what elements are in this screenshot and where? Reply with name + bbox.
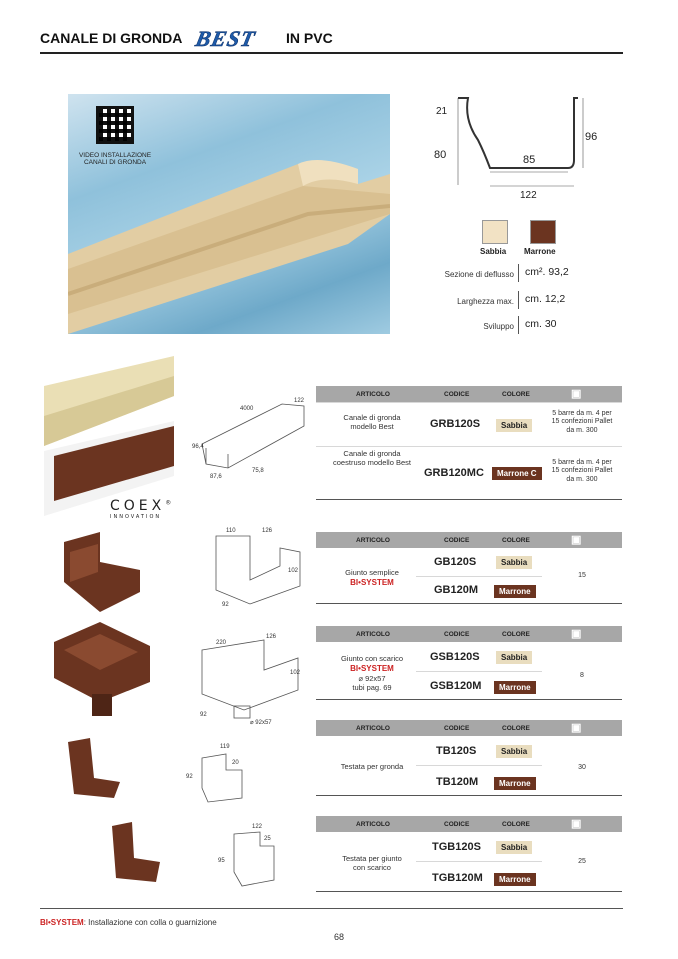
product-table-canale <box>316 386 622 500</box>
row-pack: 15 <box>578 572 586 579</box>
table-row <box>416 643 542 671</box>
dim-d5-c: 95 <box>218 858 225 864</box>
dim-d2-a: 110 <box>226 528 236 534</box>
row-colore: Marrone <box>494 681 536 694</box>
page-header <box>40 26 623 54</box>
footer-divider <box>40 908 623 909</box>
box-icon: ▣ <box>571 818 582 830</box>
row-colore: Marrone <box>494 585 536 598</box>
col-codice: CODICE <box>444 631 470 638</box>
box-icon: ▣ <box>571 722 582 734</box>
table-row <box>416 549 542 576</box>
row-colore: Sabbia <box>496 651 532 664</box>
dim-d5-b: 25 <box>264 836 271 842</box>
spec-label: Sezione di deflusso <box>444 270 514 279</box>
table-row <box>416 737 542 765</box>
dim-80: 80 <box>434 149 447 161</box>
drawing-giunto-semplice <box>200 526 308 610</box>
footer-text: : Installazione con colla o guarnizione <box>83 918 217 927</box>
row-articolo: Giunto semplice <box>345 568 399 577</box>
col-colore: COLORE <box>502 631 530 638</box>
table-row <box>416 671 542 699</box>
row-pack: 8 <box>580 672 584 679</box>
dim-d4-b: 20 <box>232 760 239 766</box>
qr-caption: VIDEO INSTALLAZIONE CANALI DI GRONDA <box>78 152 152 167</box>
gutter-section-drawing <box>428 90 628 210</box>
dim-d1-d: 75,8 <box>252 468 264 474</box>
spec-label: Sviluppo <box>483 322 514 331</box>
product-table-giunto-semplice <box>316 532 622 604</box>
table-header <box>316 626 622 642</box>
dim-d4-a: 119 <box>220 744 230 750</box>
testata-gronda-photo <box>64 738 124 802</box>
coex-sub: INNOVATION <box>110 514 162 520</box>
product-table-testata-gronda <box>316 720 622 796</box>
row-articolo: Testata per gronda <box>340 762 404 771</box>
row-colore: Marrone <box>494 777 536 790</box>
row-extra2: tubi pag. 69 <box>352 683 392 692</box>
col-articolo: ARTICOLO <box>356 725 390 732</box>
table-header <box>316 386 622 402</box>
dim-d3-d: 92 <box>200 712 207 718</box>
spec-value: cm. 30 <box>518 316 557 334</box>
swatch-marrone <box>530 220 556 244</box>
dim-96: 96 <box>585 131 598 143</box>
drawing-canale <box>192 392 312 492</box>
dim-21: 21 <box>436 106 448 117</box>
box-icon: ▣ <box>571 534 582 546</box>
dim-122: 122 <box>520 190 537 201</box>
coex-name: COEX <box>110 498 166 514</box>
product-table-testata-giunto <box>316 816 622 892</box>
col-codice: CODICE <box>444 537 470 544</box>
row-codice: TB120S <box>436 745 477 757</box>
coex-reg: ® <box>165 499 176 507</box>
col-colore: COLORE <box>502 821 530 828</box>
footer-note <box>40 918 217 927</box>
col-colore: COLORE <box>502 725 530 732</box>
dim-d2-c: 102 <box>288 568 299 574</box>
table-header <box>316 816 622 832</box>
dim-d3-b: 126 <box>266 634 277 640</box>
hero-photo <box>68 94 390 334</box>
row-articolo: Canale di gronda modello Best <box>343 413 401 431</box>
col-codice: CODICE <box>444 725 470 732</box>
product-table-giunto-scarico <box>316 626 622 700</box>
dim-d2-d: 92 <box>222 602 229 608</box>
table-row <box>416 861 542 891</box>
dim-d1-a: 4000 <box>240 406 254 412</box>
table-row <box>416 576 542 602</box>
giunto-semplice-photo <box>60 532 144 612</box>
table-row <box>316 402 622 446</box>
table-row <box>416 765 542 795</box>
dim-85: 85 <box>523 154 536 166</box>
row-articolo: Testata per giunto con scarico <box>342 854 402 872</box>
bisystem-logo: BI•SYSTEM <box>350 578 394 587</box>
row-colore: Sabbia <box>496 556 532 569</box>
table-header <box>316 720 622 736</box>
row-codice: GSB120M <box>430 680 482 692</box>
row-pack: 30 <box>578 764 586 771</box>
col-codice: CODICE <box>444 391 470 398</box>
row-codice: GB120S <box>434 556 477 568</box>
drawing-giunto-scarico <box>194 630 310 726</box>
dim-d1-c: 96,4 <box>192 444 204 450</box>
coex-logo <box>110 498 175 520</box>
dim-d3-c: 102 <box>290 670 301 676</box>
qr-code-icon[interactable] <box>96 106 134 144</box>
row-codice: TGB120M <box>432 872 483 884</box>
col-codice: CODICE <box>444 821 470 828</box>
page-title-right: IN PVC <box>286 30 333 46</box>
col-colore: COLORE <box>502 391 530 398</box>
row-extra: ⌀ 92x57 <box>358 674 386 683</box>
col-colore: COLORE <box>502 537 530 544</box>
spec-value: cm². 93,2 <box>518 264 569 282</box>
row-articolo: Giunto con scarico <box>340 654 404 663</box>
row-pack: 5 barre da m. 4 per 15 confezioni Pallet da m. 300 <box>551 410 613 434</box>
best-brand-logo: BEST <box>193 26 258 51</box>
giunto-scarico-photo <box>50 622 154 718</box>
footer-bisystem-logo: BI•SYSTEM <box>40 918 84 927</box>
dim-d3-a: 220 <box>216 640 227 646</box>
box-icon: ▣ <box>571 388 582 400</box>
row-colore: Sabbia <box>496 419 532 432</box>
row-articolo: Canale di gronda coestruso modello Best <box>333 449 411 467</box>
dim-d1-b: 122 <box>294 398 305 404</box>
dim-d3-e: ⌀ 92x57 <box>250 720 272 726</box>
swatch-sabbia <box>482 220 508 244</box>
col-articolo: ARTICOLO <box>356 631 390 638</box>
row-pack: 25 <box>578 858 586 865</box>
page-title-left: CANALE DI GRONDA <box>40 30 183 46</box>
row-colore: Sabbia <box>496 841 532 854</box>
swatch-sabbia-label: Sabbia <box>480 247 507 256</box>
spec-value: cm. 12,2 <box>518 291 565 309</box>
dim-d1-e: 87,6 <box>210 474 222 480</box>
col-articolo: ARTICOLO <box>356 537 390 544</box>
table-row <box>316 446 622 498</box>
row-codice: GB120M <box>434 584 479 596</box>
testata-giunto-photo <box>108 822 164 886</box>
row-codice: GRB120S <box>430 418 481 430</box>
page-number: 68 <box>333 932 344 942</box>
bisystem-logo: BI•SYSTEM <box>350 664 394 673</box>
drawing-testata-giunto <box>216 820 286 892</box>
row-codice: GRB120MC <box>424 467 484 479</box>
dim-d5-a: 122 <box>252 824 263 830</box>
swatch-marrone-label: Marrone <box>524 247 556 256</box>
table-header <box>316 532 622 548</box>
row-colore: Marrone <box>494 873 536 886</box>
col-articolo: ARTICOLO <box>356 391 390 398</box>
gutter-bars-photo <box>44 356 176 516</box>
dim-d2-b: 126 <box>262 528 273 534</box>
row-codice: TGB120S <box>432 841 481 853</box>
row-colore: Marrone C <box>492 467 542 480</box>
box-icon: ▣ <box>571 628 582 640</box>
dim-d4-c: 92 <box>186 774 193 780</box>
row-colore: Sabbia <box>496 745 532 758</box>
row-pack: 5 barre da m. 4 per 15 confezioni Pallet da m. 300 <box>551 459 613 483</box>
spec-label: Larghezza max. <box>457 297 514 306</box>
row-codice: GSB120S <box>430 651 480 663</box>
drawing-testata-gronda <box>186 740 256 810</box>
row-codice: TB120M <box>436 776 479 788</box>
col-articolo: ARTICOLO <box>356 821 390 828</box>
table-row <box>416 833 542 861</box>
